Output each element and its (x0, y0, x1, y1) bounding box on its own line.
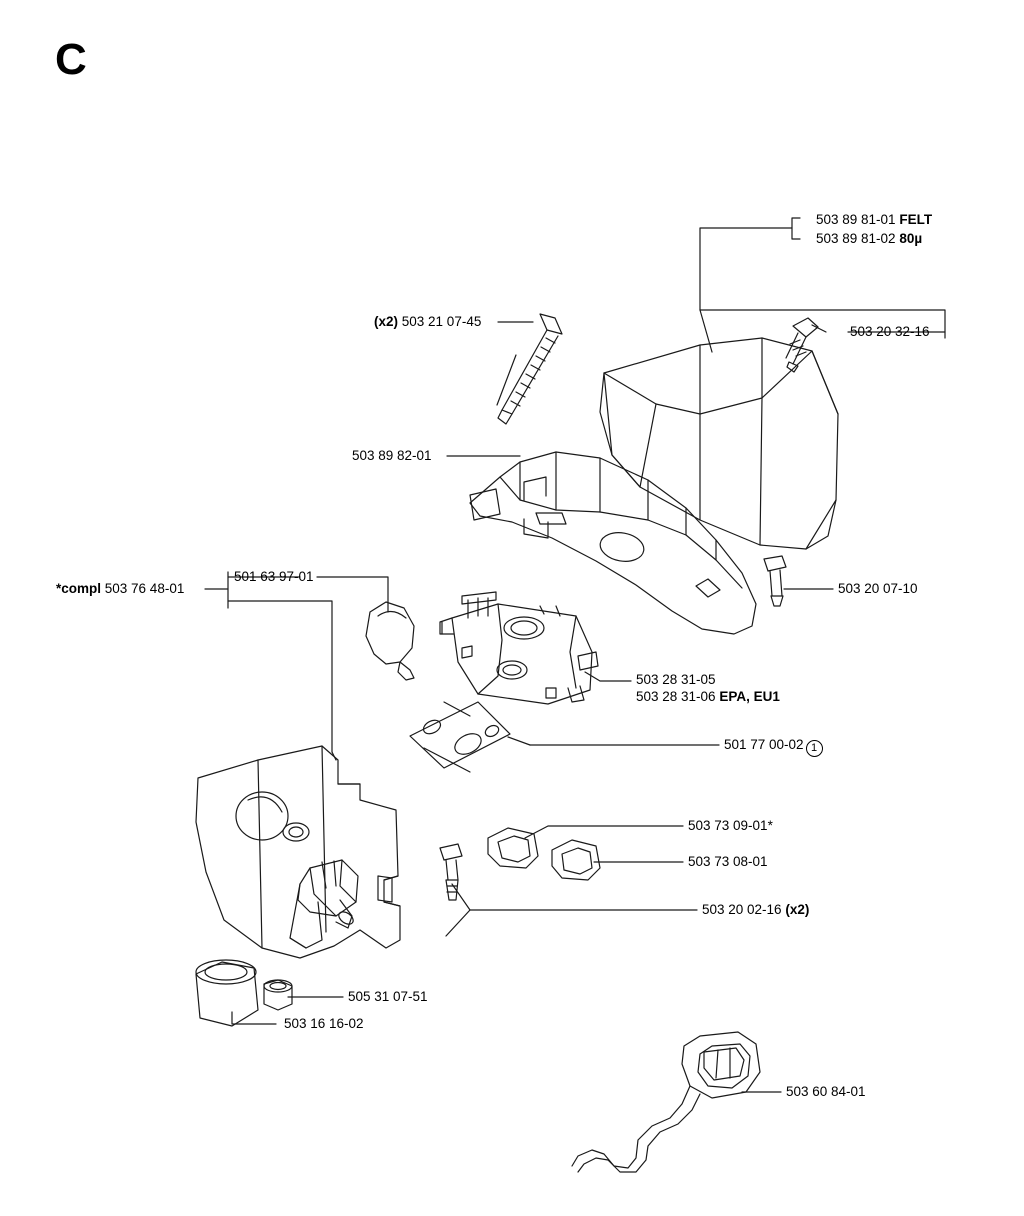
label-felt-80-02: 503 89 81-02 80µ (816, 231, 923, 246)
quantity-badge: 1 (806, 740, 823, 757)
label-cover-503-89-82-01: 503 89 82-01 (352, 448, 432, 463)
label-screws-503-20-02-16: 503 20 02-16 (x2) (702, 902, 810, 917)
label-carburetor-503-28-31-05: 503 28 31-05 (636, 672, 716, 687)
label-gasket-501-77-00-02: 501 77 00-02 1 (724, 737, 823, 757)
label-hose-503-16-16-02: 503 16 16-02 (284, 1016, 364, 1031)
label-grommet-503-73-09-01: 503 73 09-01* (688, 818, 773, 833)
label-compl-503-76-48-01: *compl 503 76 48-01 (56, 581, 185, 596)
page-title: C (55, 35, 87, 84)
label-carburetor-503-28-31-06: 503 28 31-06 EPA, EU1 (636, 689, 780, 704)
label-handle-503-60-84-01: 503 60 84-01 (786, 1084, 866, 1099)
felt-bracket-stem (700, 228, 792, 310)
label-screws-503-21-07-45: (x2) 503 21 07-45 (374, 314, 482, 329)
label-primer-501-63-97-01: 501 63 97-01 (234, 569, 314, 584)
label-bushing-505-31-07-51: 505 31 07-51 (348, 989, 428, 1004)
label-screw-503-20-07-10: 503 20 07-10 (838, 581, 918, 596)
label-screw-503-20-32-16: 503 20 32-16 (850, 324, 930, 339)
label-grommet-503-73-08-01: 503 73 08-01 (688, 854, 768, 869)
label-felt-80-01: 503 89 81-01 FELT (816, 212, 933, 227)
